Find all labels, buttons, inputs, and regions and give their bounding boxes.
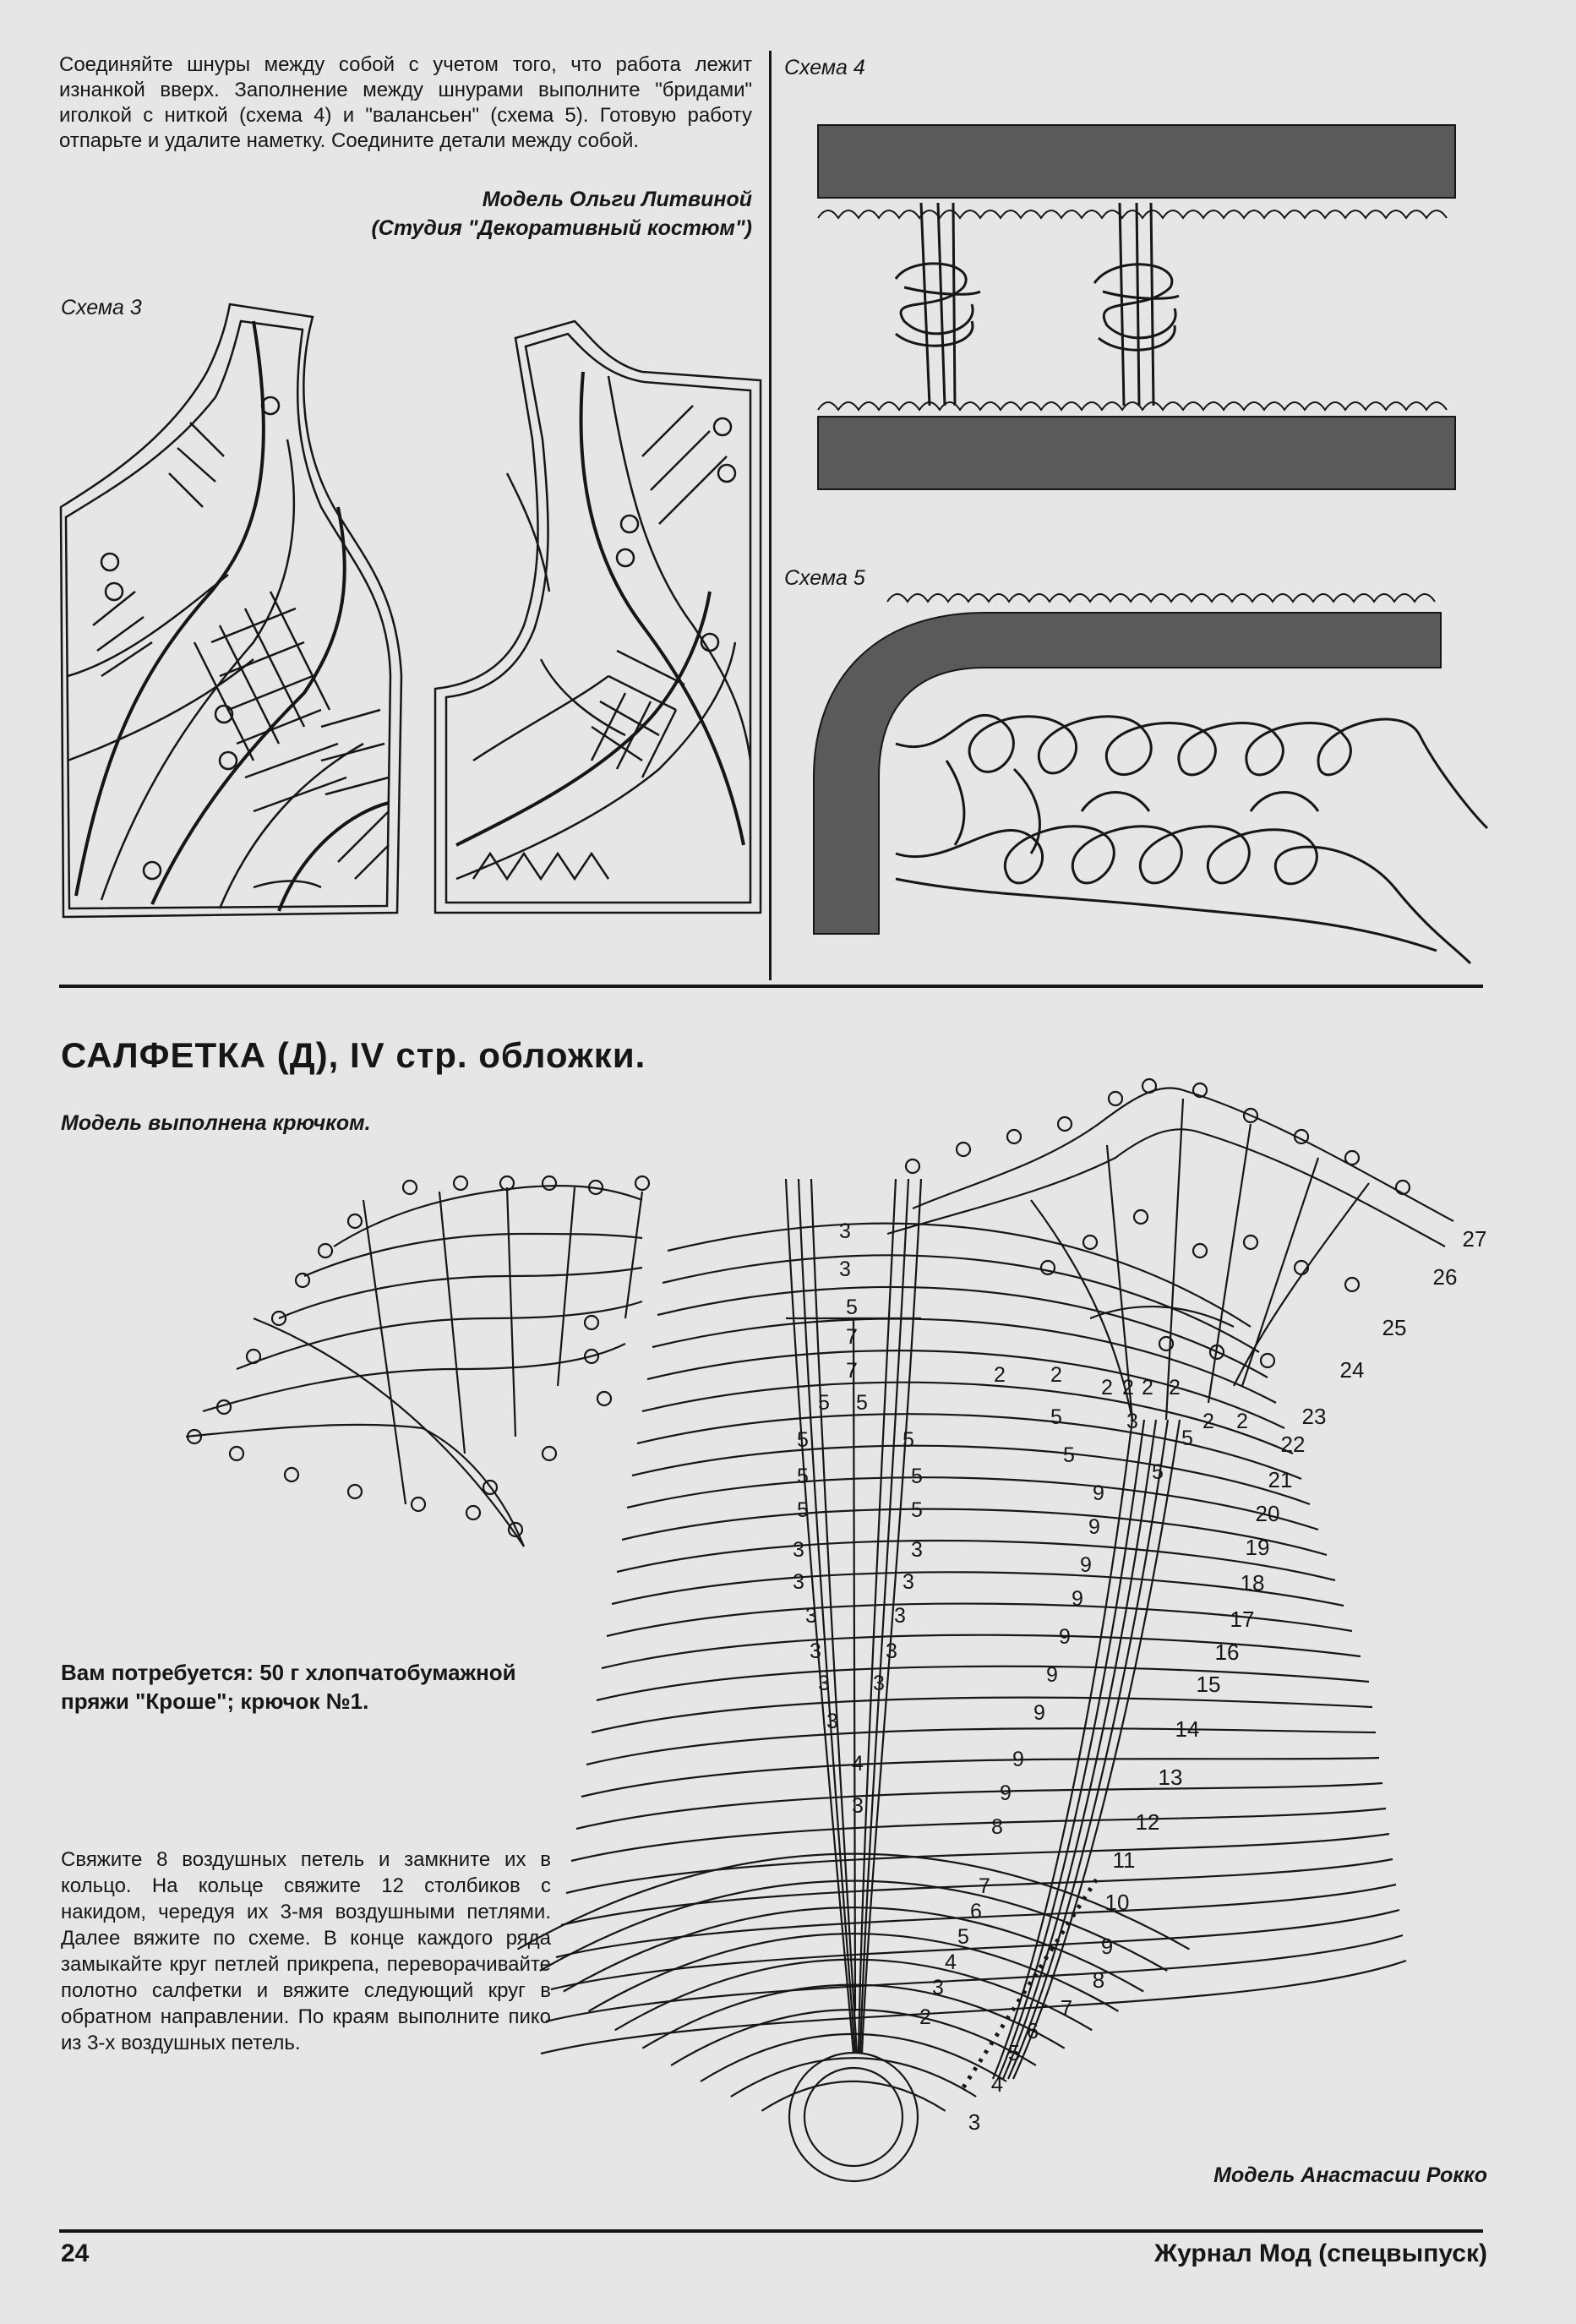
chart-left-wing-line [203,1344,625,1411]
chart-center-count: 9 [1088,1515,1100,1539]
chart-right-column-count: 5 [911,1465,923,1488]
chart-right-wing-count: 5 [1050,1405,1062,1429]
chart-center-count: 6 [970,1900,982,1923]
chart-picot [635,1176,649,1190]
chart-picot [230,1447,243,1460]
chart-row-number: 23 [1301,1404,1327,1429]
chart-row-number: 20 [1255,1501,1280,1526]
chart-center-count: 9 [1012,1748,1024,1771]
chart-center-count: 7 [979,1874,990,1898]
chart-left-column-count: 7 [846,1325,858,1349]
chart-left-wing-line [304,1234,642,1276]
chart-left-column-count: 5 [818,1391,830,1415]
chart-picot [412,1498,425,1511]
chart-picot [1142,1079,1156,1093]
chart-picot [1007,1130,1021,1143]
chart-picot [1109,1092,1122,1105]
chart-row-number: 4 [990,2071,1004,2097]
chart-row-number: 14 [1175,1716,1200,1742]
chart-center-count: 5 [957,1925,969,1949]
chart-round-arc [731,2058,976,2097]
chart-center-count: 8 [991,1815,1003,1839]
chart-picot [285,1468,298,1481]
chart-left-column-count: 3 [839,1219,851,1243]
chart-picot [906,1159,919,1173]
chart-picot [543,1176,556,1190]
chart-picot [1244,1236,1257,1249]
chart-center-column-line [786,1179,853,2054]
chart-right-wing-count: 2 [1122,1376,1134,1399]
chart-right-column-count: 3 [894,1604,906,1628]
chart-picot [466,1506,480,1519]
chart-picot [1345,1151,1359,1165]
chart-right-column-count: 5 [911,1498,923,1522]
chart-right-column-count: 3 [873,1672,885,1695]
schema-3-label: Схема 3 [61,296,142,319]
chart-row-number: 24 [1339,1357,1365,1383]
chart-center-count: 9 [1000,1781,1012,1805]
schema-4-label: Схема 4 [784,56,865,79]
journal-name: Журнал Мод (спецвыпуск) [1154,2239,1487,2267]
chart-center-count: 3 [932,1976,944,1999]
chart-picot [1041,1261,1055,1274]
chart-left-column-count: 3 [852,1794,864,1818]
chart-picot [1083,1236,1097,1249]
chart-picot [1058,1117,1072,1131]
chart-right-wing-count: 5 [1063,1443,1075,1467]
chart-row-number: 19 [1245,1535,1270,1560]
chart-row-number: 15 [1196,1672,1221,1697]
chart-left-column-count: 3 [826,1710,838,1733]
chart-row-number: 25 [1382,1315,1407,1340]
chart-left-column-count: 3 [810,1639,821,1663]
schema-5-label: Схема 5 [784,566,865,590]
chart-picot [1396,1181,1410,1194]
chart-left-column-count: 5 [846,1296,858,1319]
chart-row-number: 7 [1060,1995,1073,2021]
chart-right-wing-count: 2 [1101,1376,1113,1399]
article-subtitle: Модель выполнена крючком. [61,1111,371,1135]
chart-row-number: 26 [1432,1264,1458,1290]
chart-picot [247,1350,260,1363]
intro-paragraph: Соединяйте шнуры между собой с учетом того, что работа лежит изнанкой вверх. Заполнение между шнурами выполните "бридами" иголкой с ниткой (схема 4) и "валансьен" (схема 5). Готовую работу отпарьте и удалите наметку. Соедините детали между собой. [59,53,752,152]
chart-center-count: 9 [1046,1663,1058,1687]
chart-picot [957,1143,970,1156]
chart-row-line [597,1667,1369,1700]
credit-author-2: Модель Анастасии Рокко [1213,2163,1487,2187]
chart-row-line [592,1698,1372,1732]
chart-row-number: 10 [1104,1890,1130,1915]
chart-right-wing-count: 5 [1181,1427,1193,1450]
chart-row-line [657,1287,1268,1377]
page-number: 24 [61,2239,90,2267]
chart-row-number: 11 [1112,1847,1136,1873]
credit-studio-1: (Студия "Декоративный костюм") [371,216,752,240]
chart-row-number: 9 [1100,1934,1114,1959]
chart-row-number: 6 [1026,2018,1039,2043]
chart-left-column-count: 3 [839,1257,851,1281]
chart-left-wing-line [625,1192,642,1318]
chart-picot [348,1485,362,1498]
chart-row-line [617,1541,1335,1580]
chart-center-count: 9 [1072,1587,1083,1611]
chart-row-number: 3 [968,2109,981,2135]
chart-row-number: 13 [1158,1765,1183,1790]
chart-row-number: 12 [1135,1809,1160,1835]
chart-center-count: 9 [1033,1701,1045,1725]
chart-picot [1134,1210,1148,1224]
chart-row-line [566,1834,1389,1893]
chart-row-number: 8 [1092,1967,1105,1993]
chart-row-line [622,1509,1327,1555]
chart-left-column-count: 3 [793,1538,804,1562]
chart-left-column-count: 5 [797,1465,809,1488]
chart-right-wing-count: 3 [1126,1410,1138,1433]
chart-left-column-count: 3 [805,1604,817,1628]
chart-center-ring [789,2053,918,2181]
chart-picot [543,1447,556,1460]
chart-right-wing-line [1107,1099,1318,1420]
chart-row-line [627,1477,1318,1530]
chart-right-wing-count: 2 [1142,1376,1153,1399]
chart-right-column-count: 5 [856,1391,868,1415]
article-title: САЛФЕТКА (Д), IV стр. обложки. [61,1035,646,1075]
chart-picot [1345,1278,1359,1291]
chart-row-line [602,1635,1361,1668]
chart-right-wing-count: 2 [1202,1410,1214,1433]
chart-center-count: 2 [919,2005,931,2029]
chart-row-line [541,1961,1406,2054]
chart-center-count: 9 [1080,1553,1092,1577]
chart-row-line [571,1808,1386,1861]
chart-left-wing-line [279,1268,642,1318]
footer-rule [59,2229,1483,2233]
chart-row-number: 27 [1462,1226,1487,1252]
chart-right-column-count: 3 [903,1570,914,1594]
chart-row-line [632,1446,1310,1504]
chart-picot [403,1181,417,1194]
chart-left-column-count: 7 [846,1359,858,1383]
chart-row-number: 17 [1230,1607,1255,1632]
chart-center-count: 9 [1059,1625,1071,1649]
chart-row-line [668,1224,1251,1327]
chart-picot [1193,1244,1207,1257]
chart-right-column-count: 3 [886,1639,897,1663]
chart-picot [597,1392,611,1405]
chart-picot [348,1214,362,1228]
chart-dotted-edge [963,1876,1099,2087]
chart-left-column-count: 3 [818,1672,830,1695]
chart-right-column-count: 5 [903,1428,914,1452]
chart-round-arc [518,1854,1190,1950]
chart-center-ring [804,2068,903,2166]
chart-row-line [612,1572,1344,1606]
chart-row-number: 22 [1280,1432,1306,1457]
chart-picot [319,1244,332,1257]
chart-picot [296,1274,309,1287]
chart-left-column-count: 3 [793,1570,804,1594]
instructions-text: Свяжите 8 воздушных петель и замкните их в кольцо. На кольце свяжите 12 столбиков с накидом, чередуя их 3-мя воздушными петлями. Далее вяжите по схеме. В конце каждого ряда замыкайте круг петлей прикрепа, переворачивайте полотно салфетки и вяжите следующий круг в обратном направлении. По краям выполните пико из 3-х воздушных петель. [61,1848,551,2054]
chart-row-number: 16 [1214,1639,1240,1665]
chart-right-wing-line [1234,1183,1369,1386]
chart-center-count: 9 [1093,1481,1104,1505]
chart-row-number: 18 [1240,1570,1265,1596]
chart-right-wing-count: 5 [1152,1460,1164,1484]
chart-picot [1261,1354,1274,1367]
chart-row-number: 5 [1007,2040,1021,2065]
chart-left-column-count: 4 [852,1752,864,1776]
chart-right-column-count: 3 [911,1538,923,1562]
chart-left-wing-line [254,1318,524,1547]
chart-right-wing-count: 2 [1236,1410,1248,1433]
chart-picot [454,1176,467,1190]
materials-text: Вам потребуется: 50 г хлопчатобумажной пряжи "Кроше"; крючок №1. [61,1660,516,1714]
credit-author-1: Модель Ольги Литвиной [482,188,752,211]
chart-left-column-count: 5 [797,1428,809,1452]
chart-right-wing-count: 2 [1169,1376,1181,1399]
chart-center-count: 4 [945,1950,957,1974]
chart-row-line [576,1783,1382,1829]
chart-left-column-count: 5 [797,1498,809,1522]
chart-picot [585,1316,598,1329]
chart-right-wing-line [1090,1307,1234,1327]
chart-right-wing-count: 2 [994,1363,1006,1387]
chart-right-wing-count: 2 [1050,1363,1062,1387]
chart-row-number: 21 [1268,1467,1293,1492]
